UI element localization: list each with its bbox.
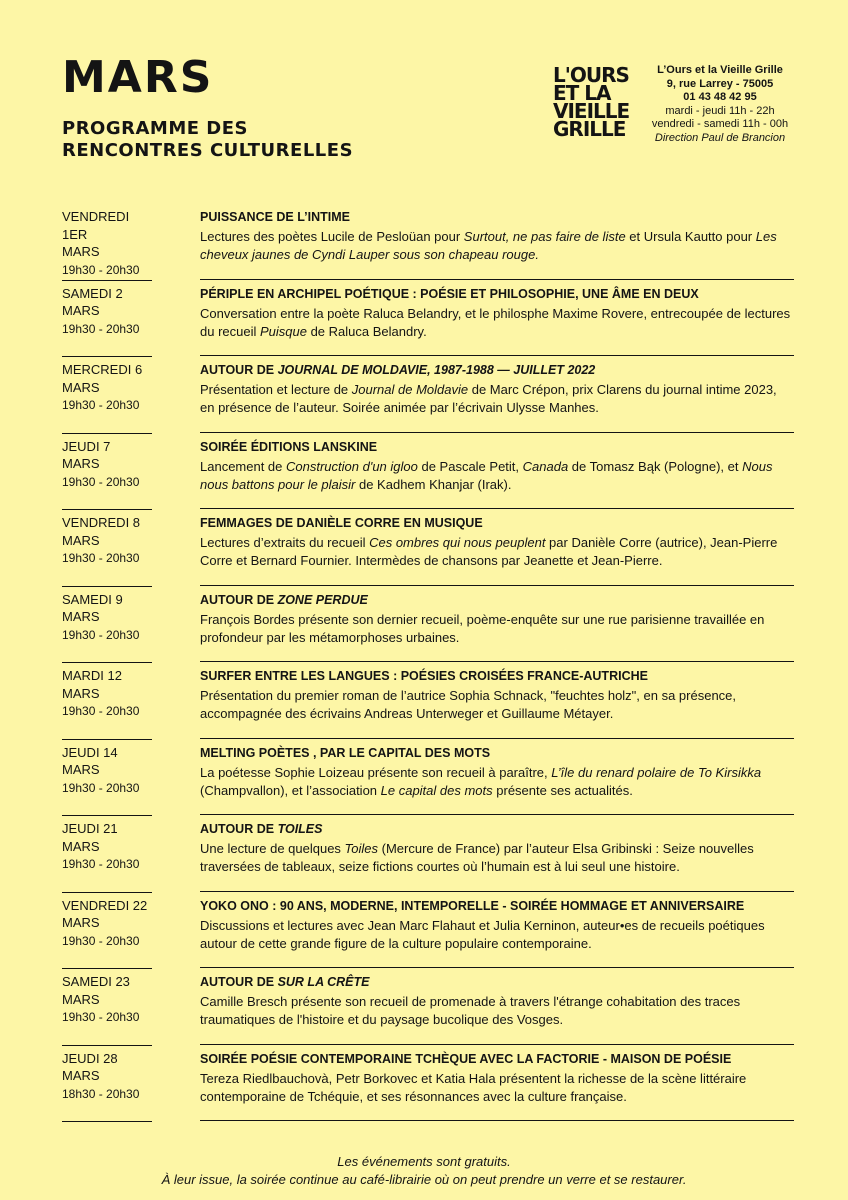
- event-time: 19h30 - 20h30: [62, 262, 140, 277]
- event-row: [62, 591, 794, 668]
- venue-name: L’Ours et la Vieille Grille: [657, 64, 783, 76]
- event-row: [62, 285, 794, 362]
- event-day: JEUDI 7: [62, 438, 111, 454]
- event-description-segment: Surtout, ne pas faire de liste: [463, 229, 626, 244]
- event-body: [200, 744, 794, 821]
- event-title-segment: MELTING POÈTES , PAR LE CAPITAL DES MOTS: [200, 745, 491, 760]
- footer-line: Les événements sont gratuits.: [337, 1154, 511, 1169]
- event-body: [200, 820, 794, 897]
- event-month: MARS: [62, 915, 100, 930]
- event-title: [200, 361, 794, 379]
- logo-line: L'OURS: [553, 63, 629, 87]
- event-description-segment: Puisque: [259, 323, 307, 339]
- venue-hours: vendredi - samedi 11h - 00h: [651, 118, 789, 130]
- event-date: [62, 973, 152, 1050]
- event-description-segment: Discussions et lectures avec Jean Marc Flahaut et Julia Kerninon, auteur•es de recueils poétiques autour de cette grande figure de la culture populaire contemporaine.: [200, 917, 765, 951]
- event-title-segment: TOILES: [277, 822, 323, 836]
- event-time: 19h30 - 20h30: [62, 1010, 140, 1024]
- event-date: [62, 285, 152, 362]
- event-description: [200, 305, 794, 341]
- event-title: [200, 744, 794, 762]
- event-description-segment: (Mercure de France) par l’auteur Elsa Gribinski : Seize nouvelles traversées de tableaux, seize fictions courtes où l’humain est à lui seul une histoire.: [200, 841, 754, 874]
- event-time: 19h30 - 20h30: [62, 857, 140, 871]
- event-title-segment: SOIRÉE POÉSIE CONTEMPORAINE TCHÈQUE AVEC LA FACTORIE - MAISON DE POÉSIE: [200, 1051, 732, 1066]
- event-month: MARS: [62, 1068, 100, 1083]
- event-description: [200, 840, 794, 876]
- event-description-segment: de Marc Crépon, prix Clarens du journal intime 2023, en présence de l’auteur. Soirée animée par l’écrivain Ulysse Manhes.: [200, 382, 777, 415]
- event-description: [200, 917, 794, 953]
- event-description-segment: de Kadhem Khanjar (Irak).: [355, 476, 512, 492]
- venue-info: [645, 64, 795, 145]
- event-row: [62, 208, 794, 285]
- event-description-segment: (Champvallon), et l’association: [200, 782, 381, 798]
- event-date: [62, 744, 152, 821]
- event-title-segment: AUTOUR DE: [200, 592, 278, 607]
- event-row: [62, 514, 794, 591]
- venue-address: 9, rue Larrey - 75005: [666, 77, 774, 90]
- event-title: [200, 667, 794, 685]
- event-date: [62, 820, 152, 897]
- event-title-segment: SURFER ENTRE LES LANGUES : POÉSIES CROISÉES FRANCE-AUTRICHE: [200, 669, 648, 683]
- event-title: [200, 591, 794, 609]
- event-description-segment: Tereza Riedlbauchovà, Petr Borkovec et Katia Hala présentent la richesse de la scène littéraire contemporaine de Tchéquie, et ses résonnances avec la culture française.: [200, 1070, 747, 1104]
- event-description: [200, 764, 794, 800]
- subtitle-line: RENCONTRES CULTURELLES: [62, 140, 354, 161]
- event-description: [200, 228, 794, 264]
- event-description-segment: Les cheveux jaunes de Cyndi Lauper sous son chapeau rouge.: [200, 229, 777, 262]
- event-title-segment: SOIRÉE ÉDITIONS LANSKINE: [200, 439, 378, 454]
- event-day: MARDI 12: [62, 668, 122, 683]
- event-day: JEUDI 28: [62, 1050, 118, 1066]
- event-date: [62, 361, 152, 438]
- event-description-segment: et Ursula Kautto pour: [625, 229, 756, 244]
- event-row: [62, 897, 794, 974]
- event-description: [200, 458, 794, 494]
- event-description: [200, 1070, 794, 1106]
- event-description: [200, 611, 794, 647]
- event-day: SAMEDI 23: [62, 974, 130, 989]
- event-title: [200, 514, 794, 532]
- footer-note: [0, 1153, 848, 1189]
- event-row: [62, 820, 794, 897]
- event-month: MARS: [62, 532, 100, 548]
- event-description-segment: Le capital des mots: [380, 782, 493, 798]
- event-row: [62, 361, 794, 438]
- logo-line: GRILLE: [553, 117, 626, 141]
- venue-logo: [553, 63, 630, 141]
- logo-line: ET LA: [553, 81, 611, 105]
- event-description-segment: de Pascale Petit,: [417, 458, 523, 474]
- event-time: 19h30 - 20h30: [62, 551, 140, 565]
- event-day: VENDREDI 1ER: [62, 209, 130, 242]
- event-description-segment: de Raluca Belandry.: [306, 323, 427, 339]
- logo-line: VIEILLE: [553, 99, 630, 123]
- event-time: 19h30 - 20h30: [62, 704, 140, 718]
- event-description-segment: Lectures d’extraits du recueil: [200, 535, 370, 550]
- page-subtitle: [62, 118, 482, 162]
- event-description-segment: Canada: [522, 458, 569, 474]
- event-month: MARS: [62, 244, 100, 259]
- event-title-segment: FEMMAGES DE DANIÈLE CORRE EN MUSIQUE: [200, 516, 483, 530]
- event-date: [62, 591, 152, 668]
- event-title-segment: AUTOUR DE: [200, 822, 278, 836]
- event-date: [62, 667, 152, 744]
- event-time: 19h30 - 20h30: [62, 933, 140, 948]
- event-day: VENDREDI 8: [62, 515, 141, 530]
- event-time: 19h30 - 20h30: [62, 321, 140, 336]
- event-row: [62, 438, 794, 515]
- event-list: [62, 208, 794, 1126]
- event-time: 19h30 - 20h30: [62, 474, 140, 489]
- event-date: [62, 438, 152, 515]
- event-time: 19h30 - 20h30: [62, 398, 140, 412]
- event-day: MERCREDI 6: [62, 362, 143, 377]
- event-body: [200, 667, 794, 744]
- event-description-segment: Une lecture de quelques: [200, 841, 345, 856]
- event-day: JEUDI 14: [62, 744, 118, 760]
- event-month: MARS: [62, 838, 100, 854]
- event-date: [62, 897, 152, 974]
- venue-phone: 01 43 48 42 95: [683, 91, 757, 103]
- event-body: [200, 285, 794, 362]
- event-day: VENDREDI 22: [62, 897, 148, 913]
- event-description-segment: Conversation entre la poète Raluca Belandry, et le philosphe Maxime Rovere, entrecoupée de lectures du recueil: [200, 305, 791, 339]
- event-time: 19h30 - 20h30: [62, 627, 140, 642]
- event-description-segment: par Danièle Corre (autrice), Jean-Pierre Corre et Bernard Fournier. Intermèdes de chansons par Jeanette et Jean-Pierre.: [200, 535, 778, 568]
- event-description-segment: Camille Bresch présente son recueil de promenade à travers l'étrange cohabitation des traces traumatiques de l'histoire et du paysage bucolique des Vosges.: [200, 994, 741, 1027]
- event-title-segment: YOKO ONO : 90 ANS, MODERNE, INTEMPORELLE - SOIRÉE HOMMAGE ET ANNIVERSAIRE: [200, 898, 745, 913]
- event-body: [200, 1050, 794, 1127]
- venue-hours: mardi - jeudi 11h - 22h: [665, 104, 775, 117]
- event-title: [200, 1050, 794, 1068]
- event-title-segment: AUTOUR DE: [200, 363, 278, 377]
- event-row: [62, 667, 794, 744]
- event-description-segment: Lancement de: [200, 458, 287, 474]
- event-row: [62, 1050, 794, 1127]
- event-body: [200, 438, 794, 515]
- event-title-segment: PUISSANCE DE L’INTIME: [200, 210, 351, 224]
- event-description-segment: La poétesse Sophie Loizeau présente son recueil à paraître,: [200, 764, 552, 780]
- event-description-segment: Présentation et lecture de: [200, 382, 352, 397]
- event-month: MARS: [62, 991, 100, 1007]
- event-day: SAMEDI 9: [62, 591, 123, 607]
- event-body: [200, 897, 794, 974]
- event-title: [200, 438, 794, 456]
- footer-line: À leur issue, la soirée continue au café-librairie où on peut prendre un verre et se restaurer.: [161, 1172, 687, 1187]
- event-day: JEUDI 21: [62, 821, 118, 836]
- event-title: [200, 285, 794, 303]
- event-description: [200, 534, 794, 570]
- event-title-segment: AUTOUR DE: [200, 975, 278, 989]
- event-description-segment: présente ses actualités.: [492, 782, 633, 798]
- event-description-segment: Ces ombres qui nous peuplent: [369, 535, 546, 550]
- event-body: [200, 514, 794, 591]
- event-date: [62, 514, 152, 591]
- event-description-segment: Journal de Moldavie: [351, 382, 469, 397]
- event-day: SAMEDI 2: [62, 285, 123, 301]
- event-date: [62, 208, 152, 285]
- event-body: [200, 973, 794, 1050]
- event-body: [200, 208, 794, 285]
- event-title: [200, 820, 794, 838]
- event-description: [200, 687, 794, 723]
- event-description-segment: Construction d'un igloo: [286, 458, 418, 474]
- event-description-segment: L’île du renard polaire de To Kirsikka: [551, 764, 762, 780]
- event-title-segment: JOURNAL DE MOLDAVIE, 1987-1988 — JUILLET 2022: [277, 363, 596, 377]
- event-month: MARS: [62, 379, 100, 395]
- event-time: 18h30 - 20h30: [62, 1086, 140, 1101]
- event-description-segment: François Bordes présente son dernier recueil, poème-enquête sur une rue parisienne travaillée en profondeur par les métamorphoses urbaines.: [200, 611, 765, 645]
- event-row: [62, 973, 794, 1050]
- event-description-segment: Nous nous battons pour le plaisir: [200, 458, 773, 492]
- event-month: MARS: [62, 456, 100, 471]
- event-description: [200, 993, 794, 1029]
- event-date: [62, 1050, 152, 1127]
- subtitle-line: PROGRAMME DES: [62, 118, 249, 139]
- event-title-segment: PÉRIPLE EN ARCHIPEL POÉTIQUE : POÉSIE ET PHILOSOPHIE, UNE ÂME EN DEUX: [200, 286, 699, 301]
- event-title: [200, 973, 794, 991]
- event-month: MARS: [62, 609, 100, 624]
- venue-direction: Direction Paul de Brancion: [654, 131, 786, 144]
- event-title-segment: ZONE PERDUE: [277, 592, 368, 607]
- event-row: [62, 744, 794, 821]
- event-description-segment: Présentation du premier roman de l’autrice Sophia Schnack, "feuchtes holz", en sa présence, accompagnée des écrivains Andreas Unterweger et Guillaume Métayer.: [200, 688, 737, 721]
- event-description: [200, 381, 794, 417]
- event-body: [200, 361, 794, 438]
- event-description-segment: de Tomasz Bąk (Pologne), et: [568, 458, 743, 474]
- event-title: [200, 897, 794, 915]
- event-time: 19h30 - 20h30: [62, 780, 140, 795]
- event-month: MARS: [62, 685, 100, 701]
- event-body: [200, 591, 794, 668]
- event-title: [200, 208, 794, 226]
- page-title: MARS: [62, 52, 214, 103]
- event-description-segment: Toiles: [344, 841, 379, 856]
- event-month: MARS: [62, 762, 100, 777]
- event-month: MARS: [62, 303, 100, 318]
- event-description-segment: Lectures des poètes Lucile de Pesloüan pour: [200, 229, 464, 244]
- event-title-segment: SUR LA CRÊTE: [277, 975, 370, 989]
